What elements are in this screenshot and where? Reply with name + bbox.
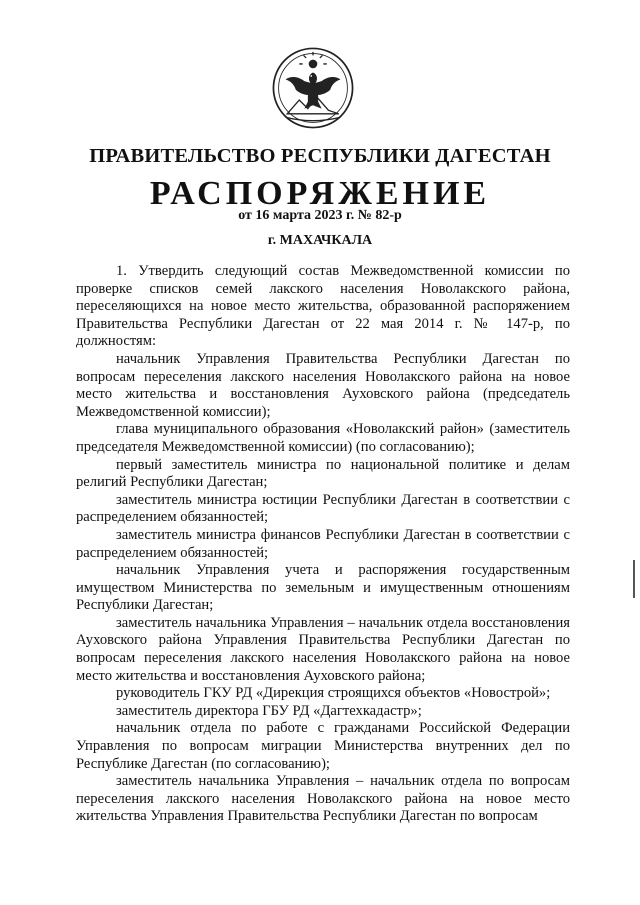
coat-of-arms-icon [270, 45, 356, 131]
paragraph: заместитель министра финансов Республики Дагестан в соответствии с распределением обязанностей; [76, 526, 570, 561]
paragraph: заместитель начальника Управления – начальник отдела по вопросам переселения лакского населения Новолакского района на новое место жительства Управления Правительства Республики Дагестан по вопросам [76, 773, 570, 825]
paragraph: заместитель министра юстиции Республики Дагестан в соответствии с распределением обязанностей; [76, 491, 570, 526]
document-date-number: от 16 марта 2023 г. № 82-р [238, 208, 402, 223]
paragraph: заместитель директора ГБУ РД «Дагтехкадастр»; [116, 702, 422, 719]
document-type-title: РАСПОРЯЖЕНИЕ [149, 175, 491, 212]
scan-margin-mark [633, 560, 635, 598]
document-city: г. МАХАЧКАЛА [267, 233, 373, 248]
paragraph: первый заместитель министра по национальной политике и делам религий Республики Дагестан; [76, 456, 570, 491]
document-body [76, 263, 570, 826]
paragraph: начальник отдела по работе с гражданами Российской Федерации Управления по вопросам миграции Министерства внутренних дел по Республике Дагестан (по согласованию); [76, 720, 570, 772]
government-title: ПРАВИТЕЛЬСТВО РЕСПУБЛИКИ ДАГЕСТАН [89, 145, 551, 167]
paragraph: заместитель начальника Управления – начальник отдела восстановления Ауховского района Управления Правительства Республики Дагестан по вопросам переселения лакского населения Новолакского района на новое место жительства и восстановления Ауховского района; [76, 614, 570, 684]
paragraph: руководитель ГКУ РД «Дирекция строящихся объектов «Новострой»; [116, 685, 551, 702]
paragraph: начальник Управления Правительства Республики Дагестан по вопросам переселения лакского населения Новолакского района на новое место жительства и восстановления Ауховского района (председатель Межведомственной комиссии); [76, 350, 570, 420]
paragraph: глава муниципального образования «Новолакский район» (заместитель председателя Межведомственной комиссии) (по согласованию); [76, 421, 570, 455]
paragraph: 1. Утвердить следующий состав Межведомственной комиссии по проверке списков семей лакского населения Новолакского района, переселяющихся на новое место жительства, образованной распоряжением Правительства Республики Дагестан от 22 мая 2014 г. № 147-р, по должностям: [76, 263, 570, 350]
paragraph: начальник Управления учета и распоряжения государственным имуществом Министерства по земельным и имущественным отношениям Республики Дагестан; [76, 562, 570, 614]
